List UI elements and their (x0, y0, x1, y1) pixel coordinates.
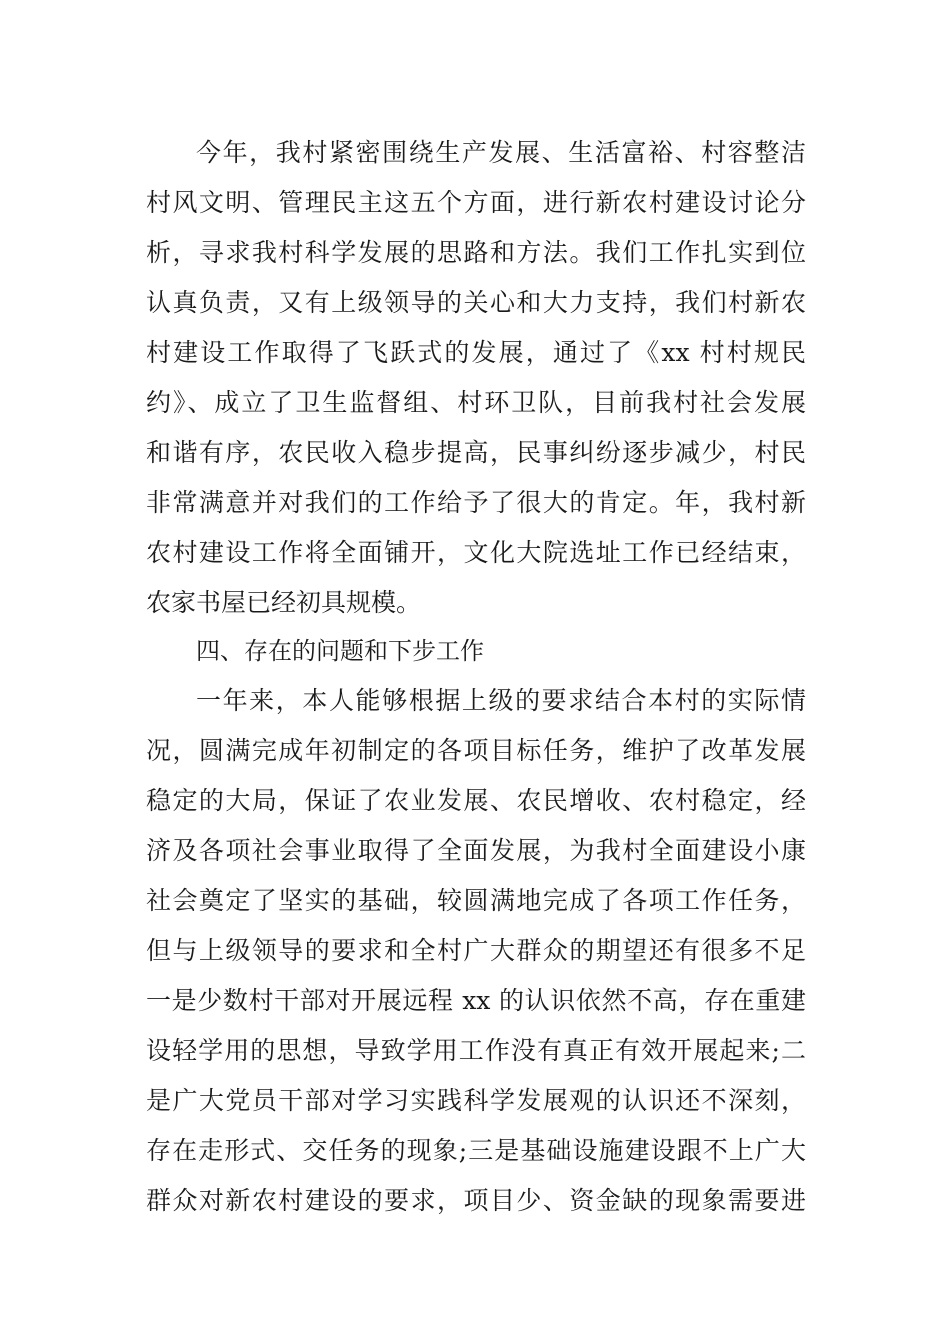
paragraph-1-line-6: 约》、成立了卫生监督组、村环卫队，目前我村社会发展 (146, 388, 806, 417)
paragraph-2-line-5: 社会奠定了坚实的基础，较圆满地完成了各项工作任务， (146, 886, 806, 915)
paragraph-2-line-7: 一是少数村干部对开展远程 xx 的认识依然不高，存在重建 (146, 986, 806, 1015)
paragraph-1-line-4: 认真负责，又有上级领导的关心和大力支持，我们村新农 (146, 288, 806, 317)
paragraph-2-line-8: 设轻学用的思想，导致学用工作没有真正有效开展起来;二 (146, 1036, 806, 1065)
paragraph-1-line-10: 农家书屋已经初具规模。 (146, 588, 422, 617)
section-heading: 四、存在的问题和下步工作 (196, 637, 484, 665)
paragraph-2-line-3: 稳定的大局，保证了农业发展、农民增收、农村稳定，经 (146, 786, 806, 815)
paragraph-2-line-11: 群众对新农村建设的要求，项目少、资金缺的现象需要进 (146, 1186, 806, 1215)
paragraph-2-line-4: 济及各项社会事业取得了全面发展，为我村全面建设小康 (146, 836, 806, 865)
paragraph-1-line-7: 和谐有序，农民收入稳步提高，民事纠纷逐步减少，村民 (146, 438, 806, 467)
paragraph-1-line-1: 今年，我村紧密围绕生产发展、生活富裕、村容整洁 (196, 138, 806, 167)
paragraph-1-line-2: 村风文明、管理民主这五个方面，进行新农村建设讨论分 (146, 188, 806, 217)
paragraph-1-line-5: 村建设工作取得了飞跃式的发展，通过了《xx 村村规民 (146, 338, 806, 367)
paragraph-2-line-10: 存在走形式、交任务的现象;三是基础设施建设跟不上广大 (146, 1136, 806, 1165)
paragraph-1-line-8: 非常满意并对我们的工作给予了很大的肯定。年，我村新 (146, 488, 806, 517)
paragraph-2-line-9: 是广大党员干部对学习实践科学发展观的认识还不深刻， (146, 1086, 806, 1115)
paragraph-2-line-2: 况，圆满完成年初制定的各项目标任务，维护了改革发展 (146, 736, 806, 765)
paragraph-2-line-1: 一年来，本人能够根据上级的要求结合本村的实际情 (196, 686, 806, 715)
paragraph-2-line-6: 但与上级领导的要求和全村广大群众的期望还有很多不足 (146, 936, 806, 965)
paragraph-1-line-3: 析，寻求我村科学发展的思路和方法。我们工作扎实到位 (146, 238, 806, 267)
paragraph-1-line-9: 农村建设工作将全面铺开，文化大院选址工作已经结束， (146, 538, 806, 567)
